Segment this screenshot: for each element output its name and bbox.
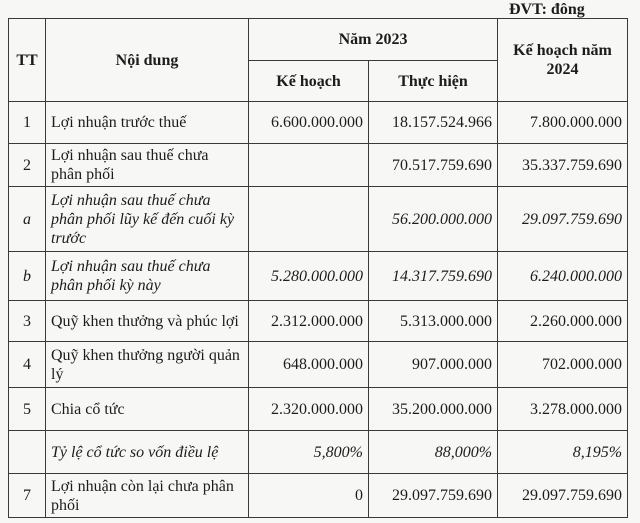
row-plan-2023: 6.600.000.000 bbox=[249, 102, 369, 144]
row-content: Lợi nhuận sau thuế chưa phân phối bbox=[46, 144, 249, 187]
row-plan-2024: 3.278.000.000 bbox=[498, 388, 628, 431]
row-plan-2024: 29.097.759.690 bbox=[498, 474, 628, 518]
row-content: Tỷ lệ cổ tức so vốn điều lệ bbox=[46, 431, 249, 474]
row-plan-2023: 648.000.000 bbox=[249, 342, 369, 388]
header-year-2023: Năm 2023 bbox=[249, 19, 498, 61]
row-actual-2023: 5.313.000.000 bbox=[369, 301, 498, 342]
row-actual-2023: 18.157.524.966 bbox=[369, 102, 498, 144]
header-tt: TT bbox=[9, 19, 46, 102]
table-row bbox=[9, 187, 628, 252]
row-plan-2024: 6.240.000.000 bbox=[498, 252, 628, 301]
header-plan-2024: Kế hoạch năm 2024 bbox=[498, 19, 628, 102]
header-actual-2023: Thực hiện bbox=[369, 61, 498, 102]
row-plan-2023: 2.320.000.000 bbox=[249, 388, 369, 431]
table-row bbox=[9, 144, 628, 187]
row-tt: 3 bbox=[9, 301, 46, 342]
row-content: Lợi nhuận sau thuế chưa phân phối lũy kế đến cuối kỳ trước bbox=[46, 187, 249, 252]
row-content: Quỹ khen thưởng người quản lý bbox=[46, 342, 249, 388]
row-content: Lợi nhuận trước thuế bbox=[46, 102, 249, 144]
table-row bbox=[9, 252, 628, 301]
row-content: Chia cổ tức bbox=[46, 388, 249, 431]
row-tt: 5 bbox=[9, 388, 46, 431]
row-actual-2023: 56.200.000.000 bbox=[369, 187, 498, 252]
row-plan-2024: 29.097.759.690 bbox=[498, 187, 628, 252]
table-row bbox=[9, 342, 628, 388]
row-content: Lợi nhuận sau thuế chưa phân phối kỳ này bbox=[46, 252, 249, 301]
table-row bbox=[9, 474, 628, 518]
row-plan-2023: 5.280.000.000 bbox=[249, 252, 369, 301]
row-actual-2023: 70.517.759.690 bbox=[369, 144, 498, 187]
row-tt: a bbox=[9, 187, 46, 252]
row-plan-2024: 35.337.759.690 bbox=[498, 144, 628, 187]
row-actual-2023: 29.097.759.690 bbox=[369, 474, 498, 518]
row-actual-2023: 35.200.000.000 bbox=[369, 388, 498, 431]
row-actual-2023: 14.317.759.690 bbox=[369, 252, 498, 301]
row-content: Quỹ khen thưởng và phúc lợi bbox=[46, 301, 249, 342]
row-tt: 1 bbox=[9, 102, 46, 144]
row-plan-2023: 5,800% bbox=[249, 431, 369, 474]
table-row bbox=[9, 301, 628, 342]
header-content: Nội dung bbox=[46, 19, 249, 102]
row-tt: b bbox=[9, 252, 46, 301]
row-actual-2023: 907.000.000 bbox=[369, 342, 498, 388]
financial-table bbox=[8, 18, 628, 518]
row-plan-2024: 8,195% bbox=[498, 431, 628, 474]
table-row bbox=[9, 102, 628, 144]
table-row bbox=[9, 431, 628, 474]
row-plan-2024: 702.000.000 bbox=[498, 342, 628, 388]
row-tt: 2 bbox=[9, 144, 46, 187]
table-body bbox=[9, 102, 628, 518]
row-tt bbox=[9, 431, 46, 474]
row-tt: 4 bbox=[9, 342, 46, 388]
header-plan-2023: Kế hoạch bbox=[249, 61, 369, 102]
row-tt: 7 bbox=[9, 474, 46, 518]
row-plan-2024: 2.260.000.000 bbox=[498, 301, 628, 342]
row-plan-2023: 0 bbox=[249, 474, 369, 518]
table-row bbox=[9, 388, 628, 431]
unit-label: ĐVT: đông bbox=[509, 1, 585, 18]
row-actual-2023: 88,000% bbox=[369, 431, 498, 474]
row-plan-2023 bbox=[249, 144, 369, 187]
table-header bbox=[9, 19, 628, 102]
row-content: Lợi nhuận còn lại chưa phân phối bbox=[46, 474, 249, 518]
row-plan-2024: 7.800.000.000 bbox=[498, 102, 628, 144]
row-plan-2023 bbox=[249, 187, 369, 252]
row-plan-2023: 2.312.000.000 bbox=[249, 301, 369, 342]
